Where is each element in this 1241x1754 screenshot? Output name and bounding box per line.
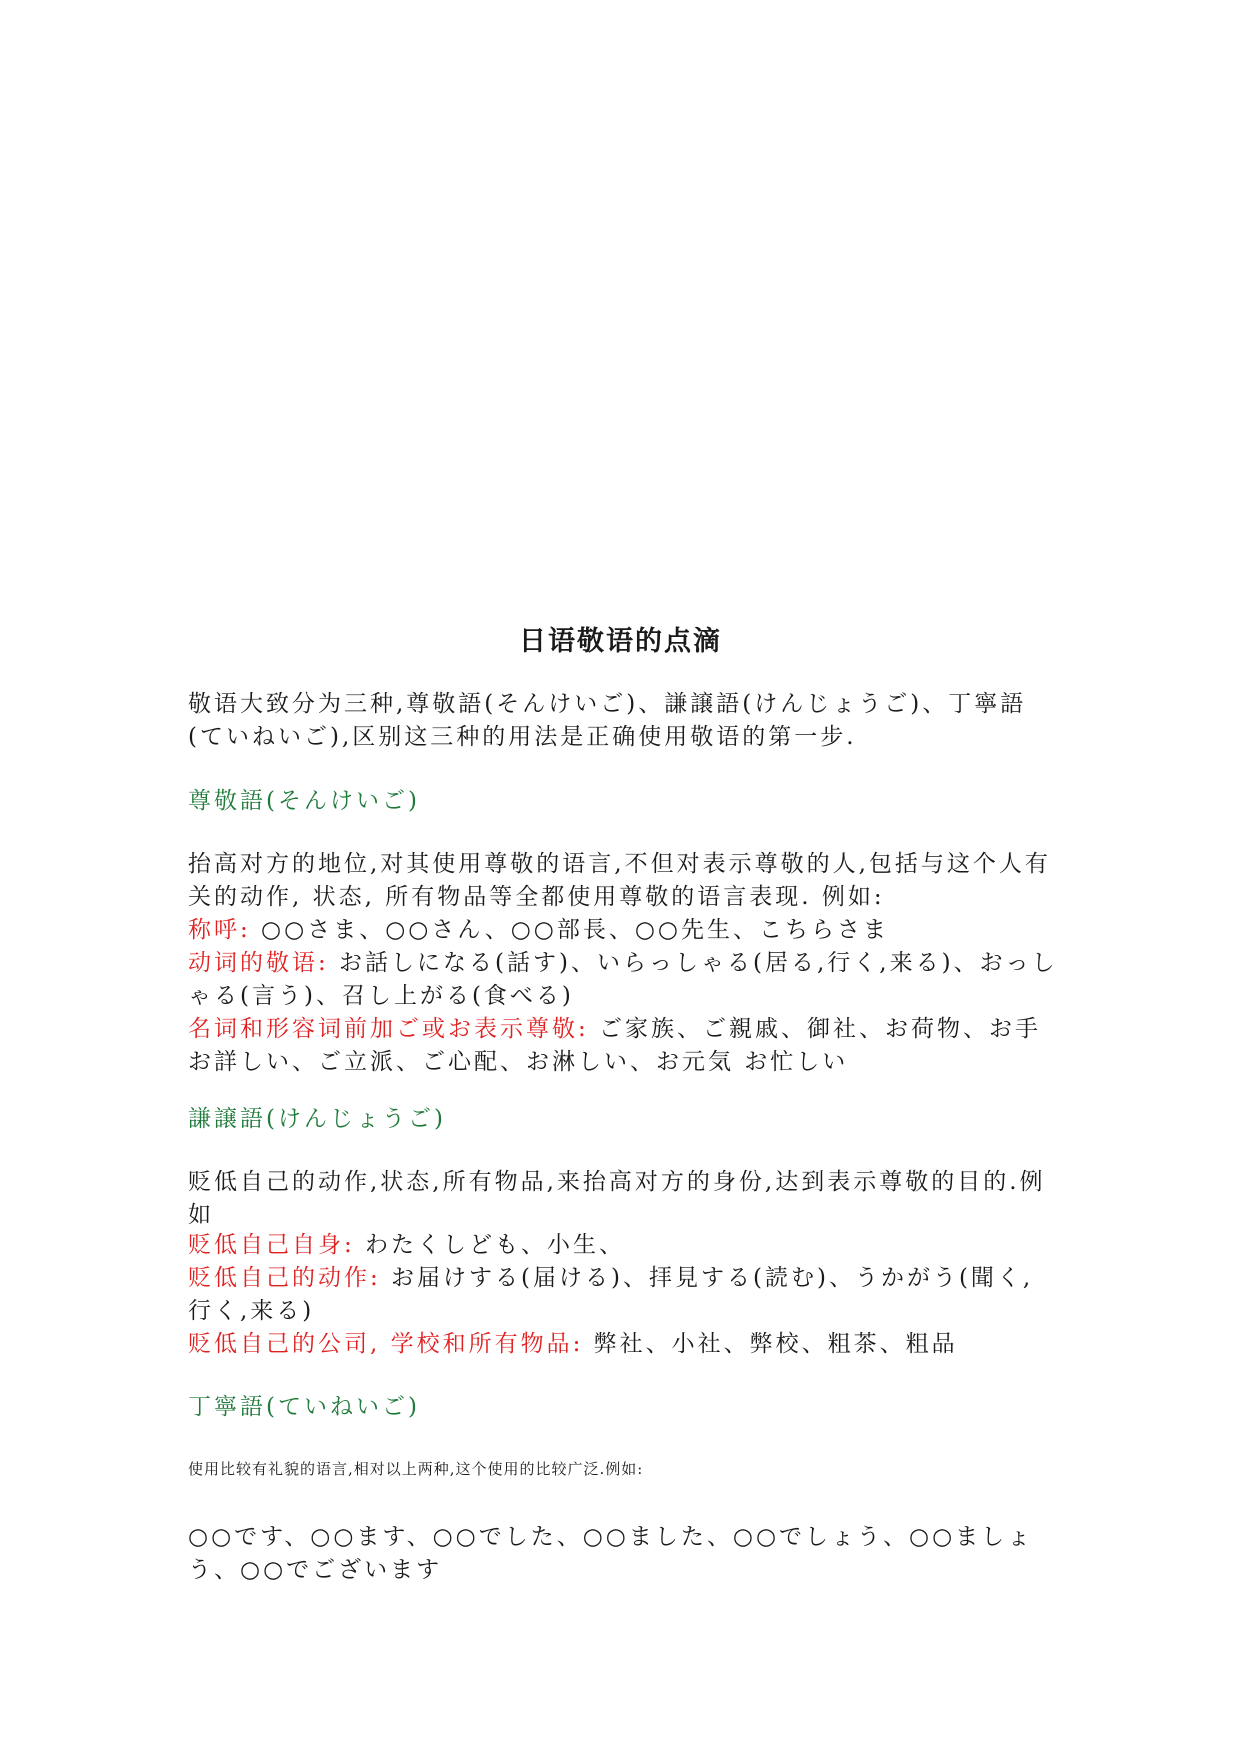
kenjougo-item-company: [188, 1328, 1058, 1361]
item-label: 称呼:: [188, 917, 251, 943]
section-heading-sonkeigo: 尊敬語(そんけいご): [188, 788, 420, 814]
item-text: 弊社、小社、弊校、粗茶、粗品: [583, 1331, 958, 1357]
item-label: 贬低自己的公司, 学校和所有物品:: [188, 1331, 584, 1357]
section-heading-teineigo: 丁寧語(ていねいご): [188, 1394, 420, 1420]
kenjougo-item-self: [188, 1229, 1058, 1262]
sonkeigo-item-verbs: [188, 947, 1058, 1013]
item-label: 贬低自己的动作:: [188, 1265, 381, 1291]
teineigo-examples: ○○です、○○ます、○○でした、○○ました、○○でしょう、○○ましょう、○○でございます: [188, 1524, 1034, 1583]
item-text: わたくしども、小生、: [354, 1232, 626, 1258]
kenjougo-item-actions: [188, 1262, 1058, 1328]
kenjougo-description: 贬低自己的动作,状态,所有物品,来抬高对方的身份,达到表示尊敬的目的.例如: [188, 1169, 1046, 1228]
item-text: ○○さま、○○さん、○○部長、○○先生、こちらさま: [250, 917, 889, 943]
item-label: 名词和形容词前加ご或お表示尊敬:: [188, 1016, 589, 1042]
sonkeigo-item-prefix: [188, 1013, 1058, 1079]
item-text: ご家族、ご親戚、御社、お荷物、お手 お詳しい、ご立派、ご心配、お淋しい、お元気 お忙しい: [188, 1016, 1042, 1075]
sonkeigo-description: 抬高对方的地位,对其使用尊敬的语言,不但对表示尊敬的人,包括与这个人有关的动作, 状态, 所有物品等全都使用尊敬的语言表现. 例如:: [188, 851, 1051, 910]
item-label: 贬低自己自身:: [188, 1232, 355, 1258]
item-text: お届けする(届ける)、拝見する(読む)、うかがう(聞く,行く,来る): [188, 1265, 1034, 1324]
document-title: 日语敬语的点滴: [519, 626, 722, 654]
intro-paragraph: 敬语大致分为三种,尊敬語(そんけいご)、謙譲語(けんじょうご)、丁寧語(ていねいご),区别这三种的用法是正确使用敬语的第一步.: [188, 691, 1027, 750]
item-text: お話しになる(話す)、いらっしゃる(居る,行く,来る)、おっしゃる(言う)、召し上がる(食べる): [188, 950, 1058, 1009]
item-label: 动词的敬语:: [188, 950, 329, 976]
section-heading-kenjougo: 謙譲語(けんじょうご): [188, 1106, 446, 1132]
teineigo-description: 使用比较有礼貌的语言,相对以上两种,这个使用的比较广泛.例如:: [188, 1460, 644, 1478]
sonkeigo-item-address: [188, 914, 1058, 947]
